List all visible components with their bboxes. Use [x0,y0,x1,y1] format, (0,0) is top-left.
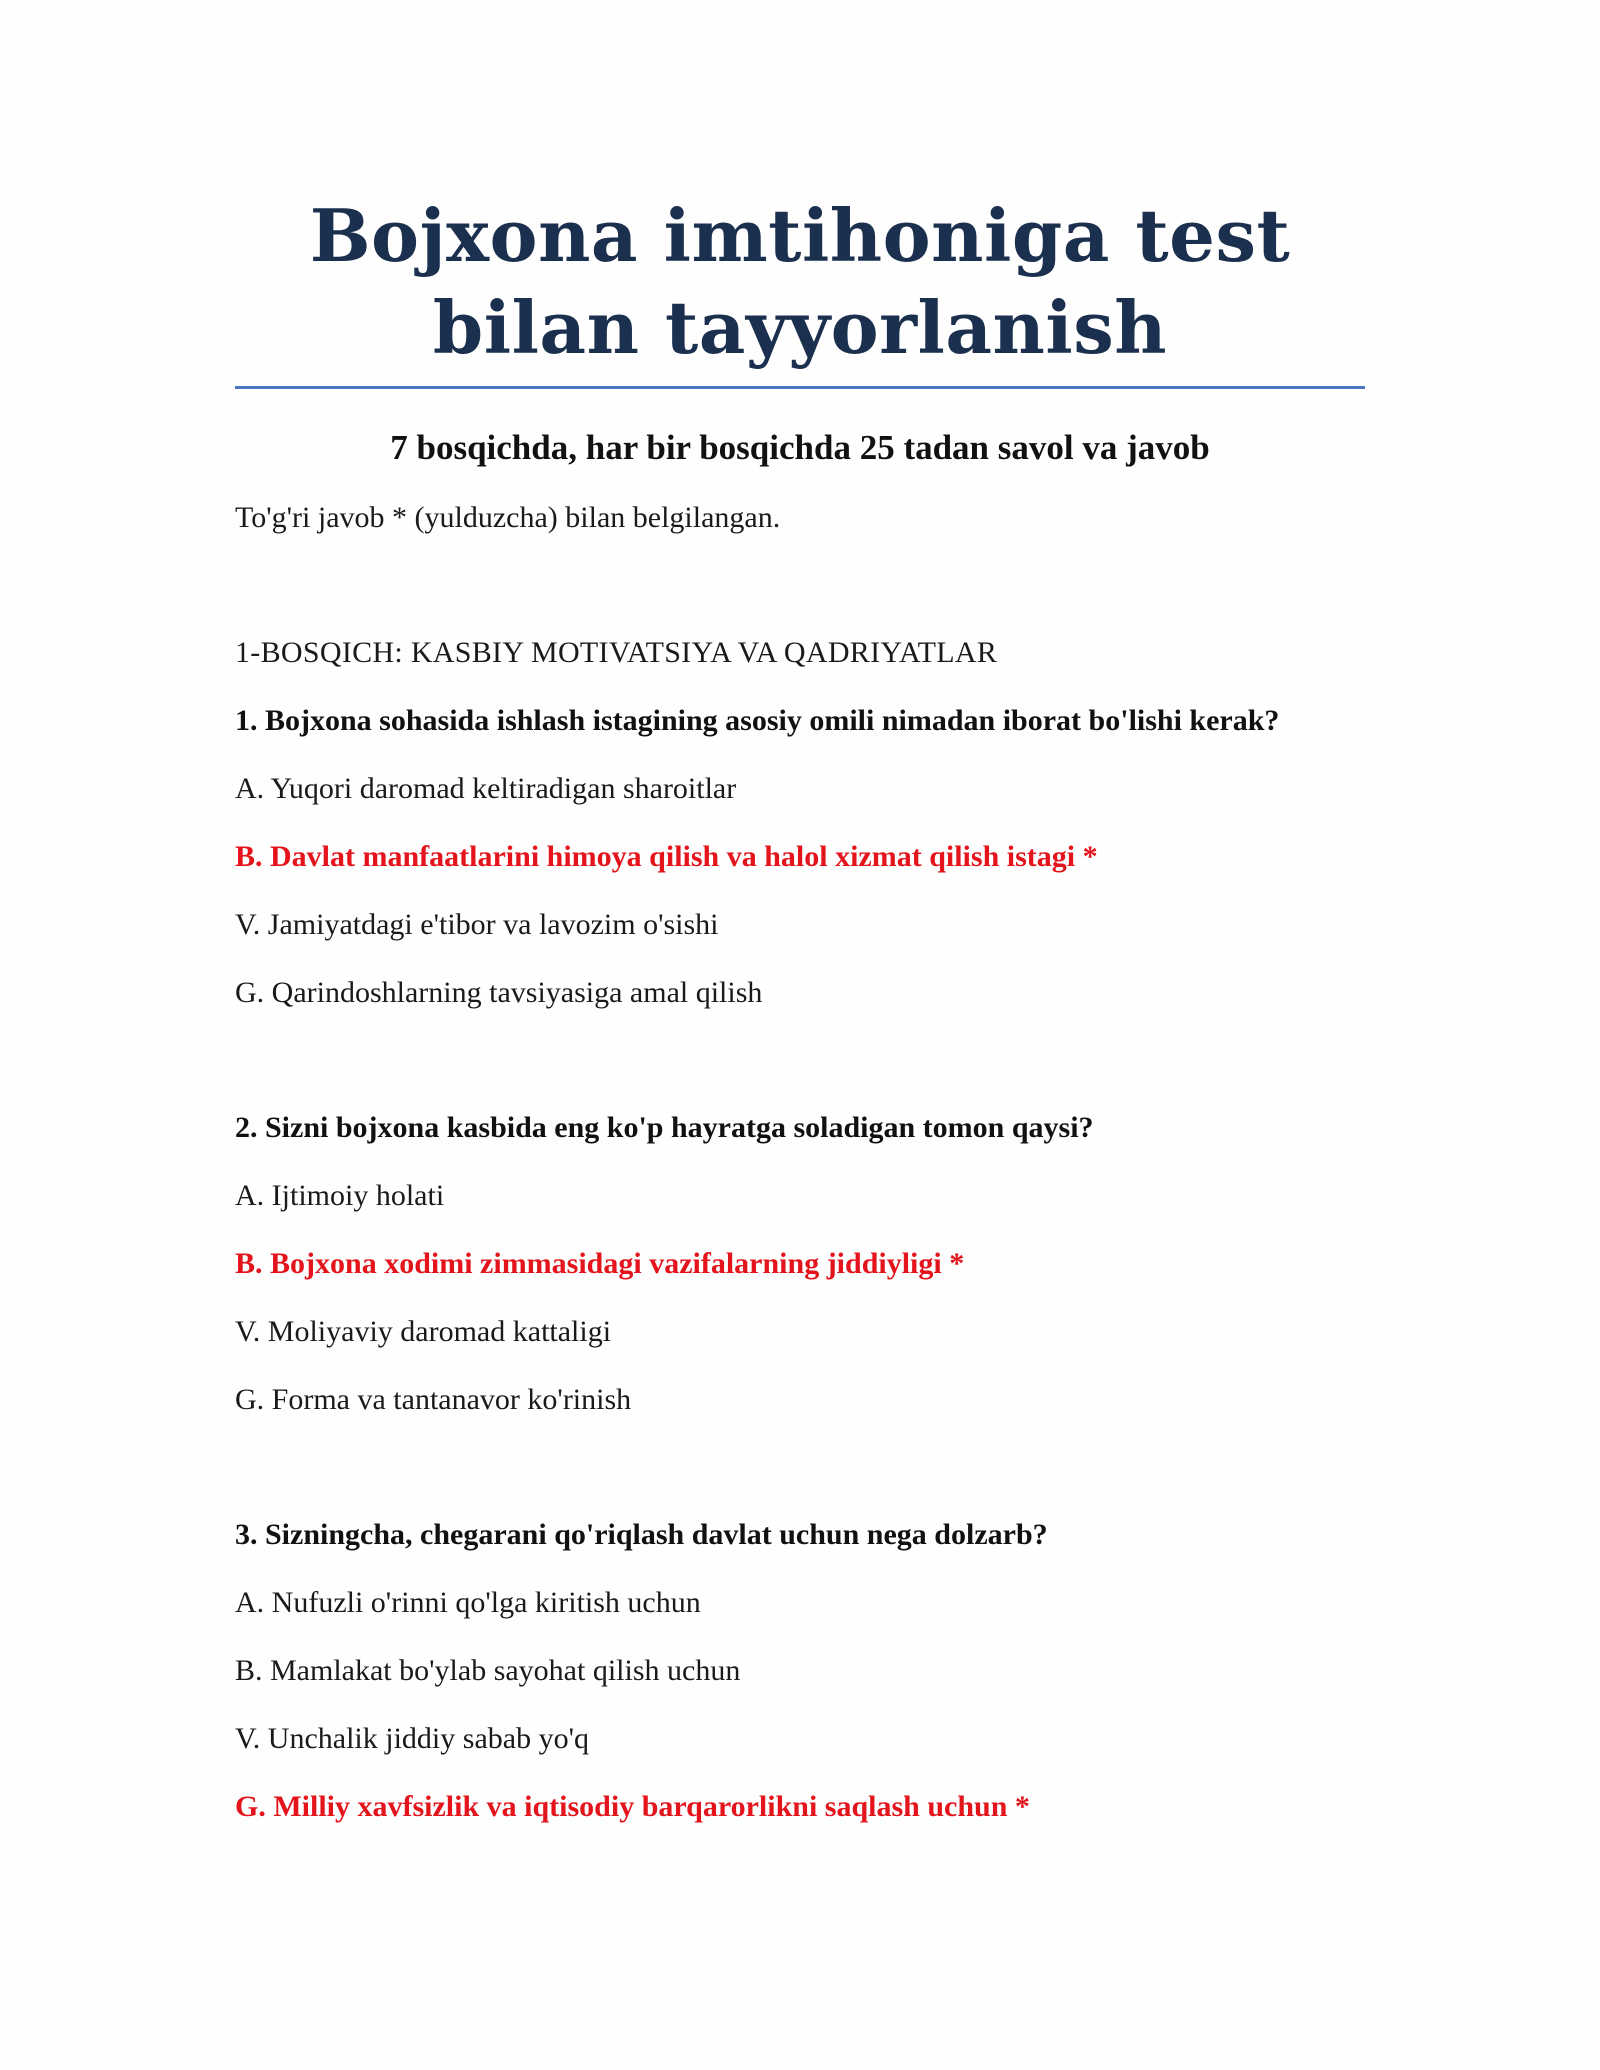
answer-option: V. Jamiyatdagi e'tibor va lavozim o'sishi [235,908,719,941]
answer-option: A. Yuqori daromad keltiradigan sharoitlar [235,772,737,805]
question-block [235,1420,1365,1827]
document-subtitle: 7 bosqichda, har bir bosqichda 25 tadan savol va javob [390,428,1210,467]
answer-option: G. Forma va tantanavor ko'rinish [235,1383,632,1416]
answer-option: A. Nufuzli o'rinni qo'lga kiritish uchun [235,1586,701,1619]
answer-option-correct: G. Milliy xavfsizlik va iqtisodiy barqarorlikni saqlash uchun * [235,1790,1030,1823]
section-heading: 1-BOSQICH: KASBIY MOTIVATSIYA VA QADRIYATLAR [235,636,998,669]
answer-key-note: To'g'ri javob * (yulduzcha) bilan belgilangan. [235,501,781,534]
answer-option: V. Unchalik jiddiy sabab yo'q [235,1722,589,1755]
question-text: 1. Bojxona sohasida ishlash istagining asosiy omili nimadan iborat bo'lishi kerak? [235,704,1280,737]
answer-option: V. Moliyaviy daromad kattaligi [235,1315,612,1348]
question-text: 2. Sizni bojxona kasbida eng ko'p hayratga soladigan tomon qaysi? [235,1111,1094,1144]
question-block [235,673,1365,1013]
answer-option: A. Ijtimoiy holati [235,1179,445,1212]
question-list [235,673,1365,1827]
document-title: Bojxona imtihoniga test bilan tayyorlanish [309,193,1291,370]
answer-option: B. Mamlakat bo'ylab sayohat qilish uchun [235,1654,741,1687]
answer-option: G. Qarindoshlarning tavsiyasiga amal qilish [235,976,763,1009]
question-text: 3. Sizningcha, chegarani qo'riqlash davlat uchun nega dolzarb? [235,1518,1048,1551]
question-block [235,1013,1365,1420]
document-page [235,0,1365,1827]
answer-option-correct: B. Bojxona xodimi zimmasidagi vazifalarning jiddiyligi * [235,1247,965,1280]
answer-option-correct: B. Davlat manfaatlarini himoya qilish va halol xizmat qilish istagi * [235,840,1098,873]
